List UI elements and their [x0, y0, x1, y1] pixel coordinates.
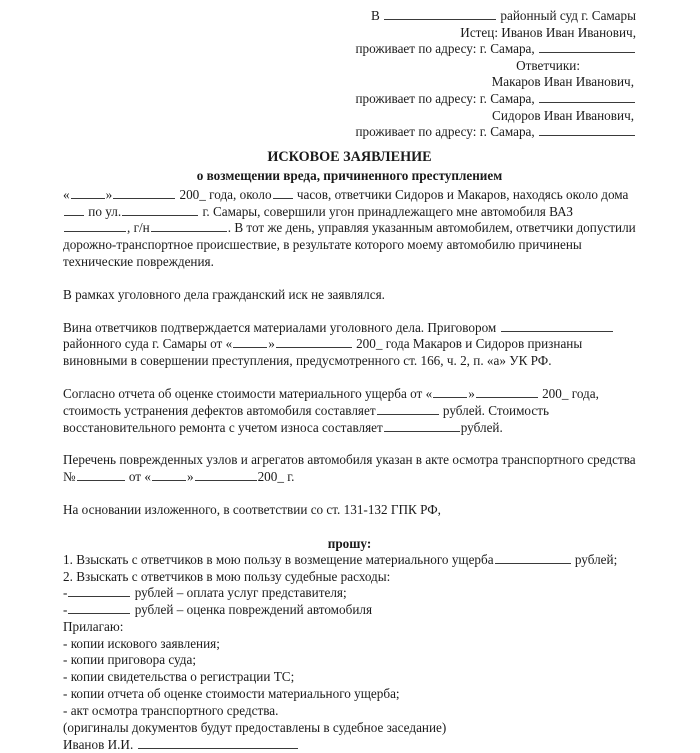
verdict-month-blank[interactable] — [276, 337, 352, 349]
addressee-header-block — [63, 8, 636, 141]
house-number-blank[interactable] — [64, 204, 84, 216]
inspection-act-number-blank[interactable] — [77, 469, 125, 481]
defendant-2-address-line — [63, 124, 636, 141]
street-blank[interactable] — [122, 204, 198, 216]
attachments-heading: Прилагаю: — [63, 618, 124, 634]
dash-marker: - — [63, 602, 68, 618]
inspection-month-blank[interactable] — [195, 469, 257, 481]
attachment-item: - копии отчета об оценке стоимости материального ущерба; — [63, 686, 400, 702]
p1-street-label: по ул. — [88, 203, 122, 219]
p3-court-label: районного суда г. Самары от « — [63, 336, 233, 352]
spacer — [63, 486, 636, 502]
spacer — [63, 436, 636, 452]
p1-plate-label: г/н — [133, 220, 150, 236]
plaintiff-address-blank[interactable] — [539, 41, 635, 53]
court-line — [63, 8, 636, 25]
request-item-2-sub-1 — [63, 585, 636, 602]
spacer — [63, 370, 636, 386]
defect-cost-blank[interactable] — [377, 403, 439, 415]
paragraph-no-civil-claim: В рамках уголовного дела гражданский иск не заявлялся. — [63, 286, 385, 302]
p5-from-label: от « — [128, 469, 151, 485]
signature-line — [63, 736, 636, 753]
report-day-blank[interactable] — [433, 386, 467, 398]
spacer — [63, 519, 636, 535]
request-item-2-sub-1-text: рублей – оплата услуг представителя; — [134, 585, 347, 601]
attachment-item: - акт осмотра транспортного средства. — [63, 702, 279, 718]
attachments-note: (оригиналы документов будут предоставлены в судебное заседание) — [63, 719, 447, 735]
defendant-1-address-line — [63, 91, 636, 108]
attachment-item: - копии свидетельства о регистрации ТС; — [63, 669, 295, 685]
p4-cost-text: 200_ года, стоимость устранения дефектов автомобиля составляет — [63, 385, 599, 418]
report-month-blank[interactable] — [476, 386, 538, 398]
plate-number-blank[interactable] — [151, 221, 227, 233]
spacer — [63, 271, 636, 287]
dash-marker: - — [63, 585, 68, 601]
p1-defendants-text: часов, ответчики Сидоров и Макаров, находясь около дома — [296, 186, 629, 202]
paragraph-legal-basis: На основании изложенного, в соответствии со ст. 131-132 ГПК РФ, — [63, 501, 441, 517]
paragraph-guilt-verdict — [63, 320, 636, 370]
paragraph-damage-assessment — [63, 386, 636, 436]
claim-amount-blank[interactable] — [495, 552, 571, 564]
repair-cost-blank[interactable] — [384, 420, 460, 432]
request-item-2-sub-2-text: рублей – оценка повреждений автомобиля — [134, 602, 373, 618]
paragraph-damaged-parts-list — [63, 452, 636, 486]
document-title: ИСКОВОЕ ЗАЯВЛЕНИЕ — [267, 148, 432, 165]
attachment-item: - копии искового заявления; — [63, 635, 220, 651]
p1-tail-text: . В тот же день, управляя указанным автомобилем, ответчики допустили дорожно-транспортное происшествие, в результате которого моему автомобилю причинены технические повреждения. — [63, 220, 636, 269]
attachment-item: - копии приговора суда; — [63, 652, 197, 668]
defendant-1-name-line: Макаров Иван Иванович, — [491, 74, 634, 90]
p1-comma: , — [127, 220, 131, 236]
p4-lead-text: Согласно отчета об оценке стоимости материального ущерба от « — [63, 385, 433, 401]
defendant-1-address-blank[interactable] — [539, 91, 635, 103]
inspection-day-blank[interactable] — [152, 469, 186, 481]
p4-repair-text: рублей. Стоимость восстановительного ремонта с учетом износа составляет — [63, 402, 549, 435]
p3-quote-close: » — [268, 336, 275, 352]
plaintiff-name-line: Истец: Иванов Иван Иванович, — [460, 24, 636, 40]
p5-quote-close: » — [186, 469, 194, 485]
paragraph-incident — [63, 187, 636, 271]
representative-fee-blank[interactable] — [68, 585, 130, 597]
signatory-name: Иванов И.И. — [63, 737, 134, 753]
p1-quote-close: » — [105, 186, 113, 202]
month-blank[interactable] — [113, 187, 175, 199]
p4-currency-label: рублей. — [460, 419, 503, 435]
court-suffix-label: районный суд г. Самары — [500, 8, 636, 23]
court-prefix-label: В — [371, 8, 380, 23]
p5-year-label: 200_ г. — [257, 469, 295, 485]
hour-blank[interactable] — [273, 187, 293, 199]
defendant-2-name-line: Сидоров Иван Иванович, — [492, 107, 634, 123]
p4-quote-close: » — [468, 385, 475, 401]
defendants-heading: Ответчики: — [516, 57, 580, 73]
p5-lead-text: Перечень поврежденных узлов и агрегатов автомобиля указан в акте осмотра транспортного средства № — [63, 452, 636, 485]
request-item-2-sub-2 — [63, 602, 636, 619]
request-item-2: 2. Взыскать с ответчиков в мою пользу судебные расходы: — [63, 568, 391, 584]
defendant-2-address-label: проживает по адресу: г. Самара, — [355, 124, 535, 140]
p1-year-label: 200_ года, около — [179, 186, 272, 202]
defendant-1-address-label: проживает по адресу: г. Самара, — [355, 90, 535, 106]
plaintiff-address-line — [63, 41, 636, 58]
request-heading: прошу: — [327, 535, 372, 551]
spacer — [63, 304, 636, 320]
plaintiff-address-label: проживает по адресу: г. Самара, — [355, 41, 535, 57]
request-item-1-text: 1. Взыскать с ответчиков в мою пользу в возмещение материального ущерба — [63, 551, 494, 567]
vehicle-model-blank[interactable] — [64, 221, 126, 233]
defendant-2-address-blank[interactable] — [539, 124, 635, 136]
p3-tail-text: 200_ года Макаров и Сидоров признаны виновными в совершении преступления, предусмотренного ст. 166, ч. 2, п. «а» УК РФ. — [63, 336, 583, 369]
appraisal-fee-blank[interactable] — [68, 602, 130, 614]
p1-quote-open: « — [63, 186, 70, 202]
document-subtitle: о возмещении вреда, причиненного преступлением — [196, 167, 503, 183]
verdict-court-blank[interactable] — [501, 320, 613, 332]
p1-vehicle-text: г. Самары, совершили угон принадлежащего мне автомобиля ВАЗ — [202, 203, 573, 219]
request-item-1 — [63, 552, 636, 569]
day-blank[interactable] — [71, 187, 105, 199]
request-item-1-currency: рублей; — [574, 551, 618, 567]
p3-lead-text: Вина ответчиков подтверждается материалами уголовного дела. Приговором — [63, 319, 497, 335]
verdict-day-blank[interactable] — [233, 337, 267, 349]
court-name-blank[interactable] — [384, 8, 496, 20]
signature-blank[interactable] — [138, 738, 298, 750]
